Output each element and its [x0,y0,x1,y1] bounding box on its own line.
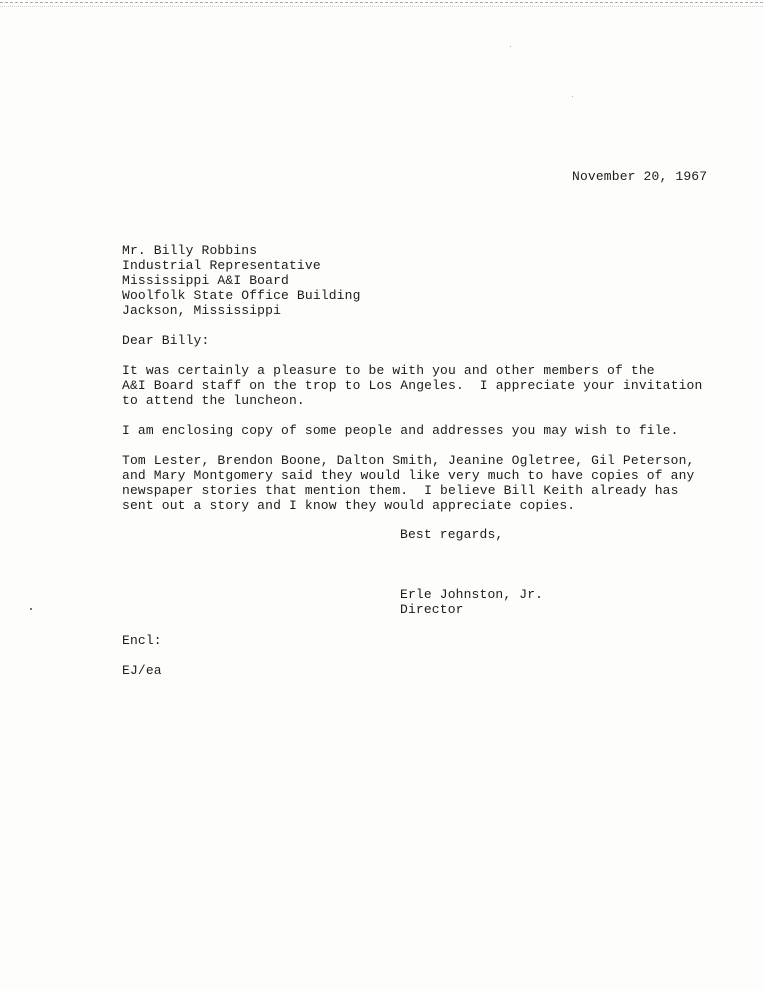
body-line: It was certainly a pleasure to be with you and other members of the [122,363,655,378]
paper-speck [572,96,573,97]
body-line: I am enclosing copy of some people and addresses you may wish to file. [122,423,679,438]
signer-title: Director [400,602,464,617]
recipient-organization: Mississippi A&I Board [122,273,289,288]
letter-date: November 20, 1967 [572,169,708,184]
body-line: to attend the luncheon. [122,393,305,408]
body-line: and Mary Montgomery said they would like very much to have copies of any [122,468,695,483]
recipient-title: Industrial Representative [122,258,321,273]
enclosure-notation: Encl: [122,633,162,648]
recipient-building: Woolfolk State Office Building [122,288,361,303]
body-line: Tom Lester, Brendon Boone, Dalton Smith, Jeanine Ogletree, Gil Peterson, [122,453,695,468]
reference-initials: EJ/ea [122,663,162,678]
body-line: sent out a story and I know they would appreciate copies. [122,498,576,513]
salutation: Dear Billy: [122,333,210,348]
closing: Best regards, [400,527,504,542]
signer-name: Erle Johnston, Jr. [400,587,544,602]
paper-speck [510,46,511,47]
page-top-edge [0,2,763,7]
recipient-city: Jackson, Mississippi [122,303,282,318]
body-line: A&I Board staff on the trop to Los Angeles. I appreciate your invitation [122,378,703,393]
paper-speck [30,608,32,610]
recipient-name: Mr. Billy Robbins [122,243,258,258]
body-line: newspaper stories that mention them. I believe Bill Keith already has [122,483,679,498]
